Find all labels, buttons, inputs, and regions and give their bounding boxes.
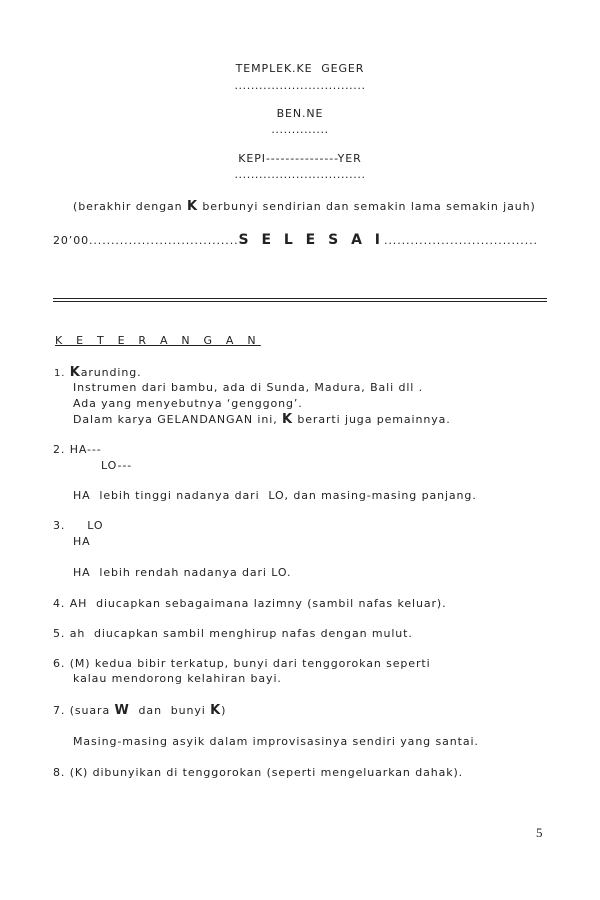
header-dots-2: .............. — [271, 123, 329, 136]
header-dots-3: ................................ — [234, 168, 366, 181]
item-1-title — [54, 365, 142, 380]
keterangan-heading: K E T E R A N G A N — [55, 334, 261, 347]
item-1-number: 1. — [54, 368, 66, 379]
divider-rule-bottom — [53, 301, 547, 302]
item-7-prefix: 7. (suara — [53, 704, 115, 717]
item-4: 4. AH diucapkan sebagaimana lazimny (sambil nafas keluar). — [53, 597, 447, 610]
divider-rule-top — [53, 298, 547, 299]
ending-dots-right: ................................... — [384, 234, 538, 247]
stage-note-suffix: berbunyi sendirian dan semakin lama semakin jauh) — [197, 200, 536, 213]
item-3-description: HA lebih rendah nadanya dari LO. — [73, 566, 292, 579]
item-2-description: HA lebih tinggi nadanya dari LO, dan masing-masing panjang. — [73, 489, 477, 502]
page-number: 5 — [536, 825, 544, 840]
item-1-line-4-letter: K — [282, 412, 293, 427]
header-dots-1: ................................ — [234, 79, 366, 92]
header-line-1: TEMPLEK.KE GEGER — [235, 62, 365, 75]
item-7-description: Masing-masing asyik dalam improvisasinya sendiri yang santai. — [73, 735, 479, 748]
item-8: 8. (K) dibunyikan di tenggorokan (seperti mengeluarkan dahak). — [53, 766, 464, 779]
header-line-2: BEN.NE — [276, 107, 324, 120]
stage-note-prefix: (berakhir dengan — [73, 200, 187, 213]
item-7-suffix: ) — [221, 704, 227, 717]
item-2-line-1: 2. HA--- — [53, 443, 102, 456]
item-1-first-letter: K — [69, 365, 81, 380]
item-3-line-2: HA — [73, 535, 91, 548]
item-1-line-3: Ada yang menyebutnya ‘genggong’. — [73, 397, 303, 410]
item-1-line-4-suffix: berarti juga pemainnya. — [292, 413, 451, 426]
ending-line — [53, 232, 538, 248]
ending-word: S E L E S A I — [238, 232, 384, 248]
item-5: 5. ah diucapkan sambil menghirup nafas dengan mulut. — [53, 627, 413, 640]
item-6-line-2: kalau mendorong kelahiran bayi. — [73, 672, 282, 685]
item-7-title — [53, 703, 226, 718]
header-line-3: KEPI---------------YER — [238, 152, 362, 165]
stage-note-letter: K — [186, 199, 198, 214]
item-7-letter-w: W — [114, 703, 130, 718]
item-1-word: arunding. — [80, 366, 142, 379]
ending-time: 20’00 — [53, 234, 89, 247]
stage-note — [73, 199, 536, 214]
item-6-line-1: 6. (M) kedua bibir terkatup, bunyi dari tenggorokan seperti — [53, 657, 431, 670]
ending-dots-left: .................................. — [89, 234, 239, 247]
item-1-line-2: Instrumen dari bambu, ada di Sunda, Madura, Bali dll . — [73, 381, 424, 394]
item-7-middle: dan bunyi — [129, 704, 211, 717]
item-1-line-4 — [73, 412, 451, 427]
item-1-line-4-prefix: Dalam karya GELANDANGAN ini, — [73, 413, 282, 426]
item-7-letter-k: K — [210, 703, 222, 718]
item-2-line-2: LO--- — [101, 459, 133, 472]
item-3-line-1: 3. LO — [53, 519, 104, 532]
